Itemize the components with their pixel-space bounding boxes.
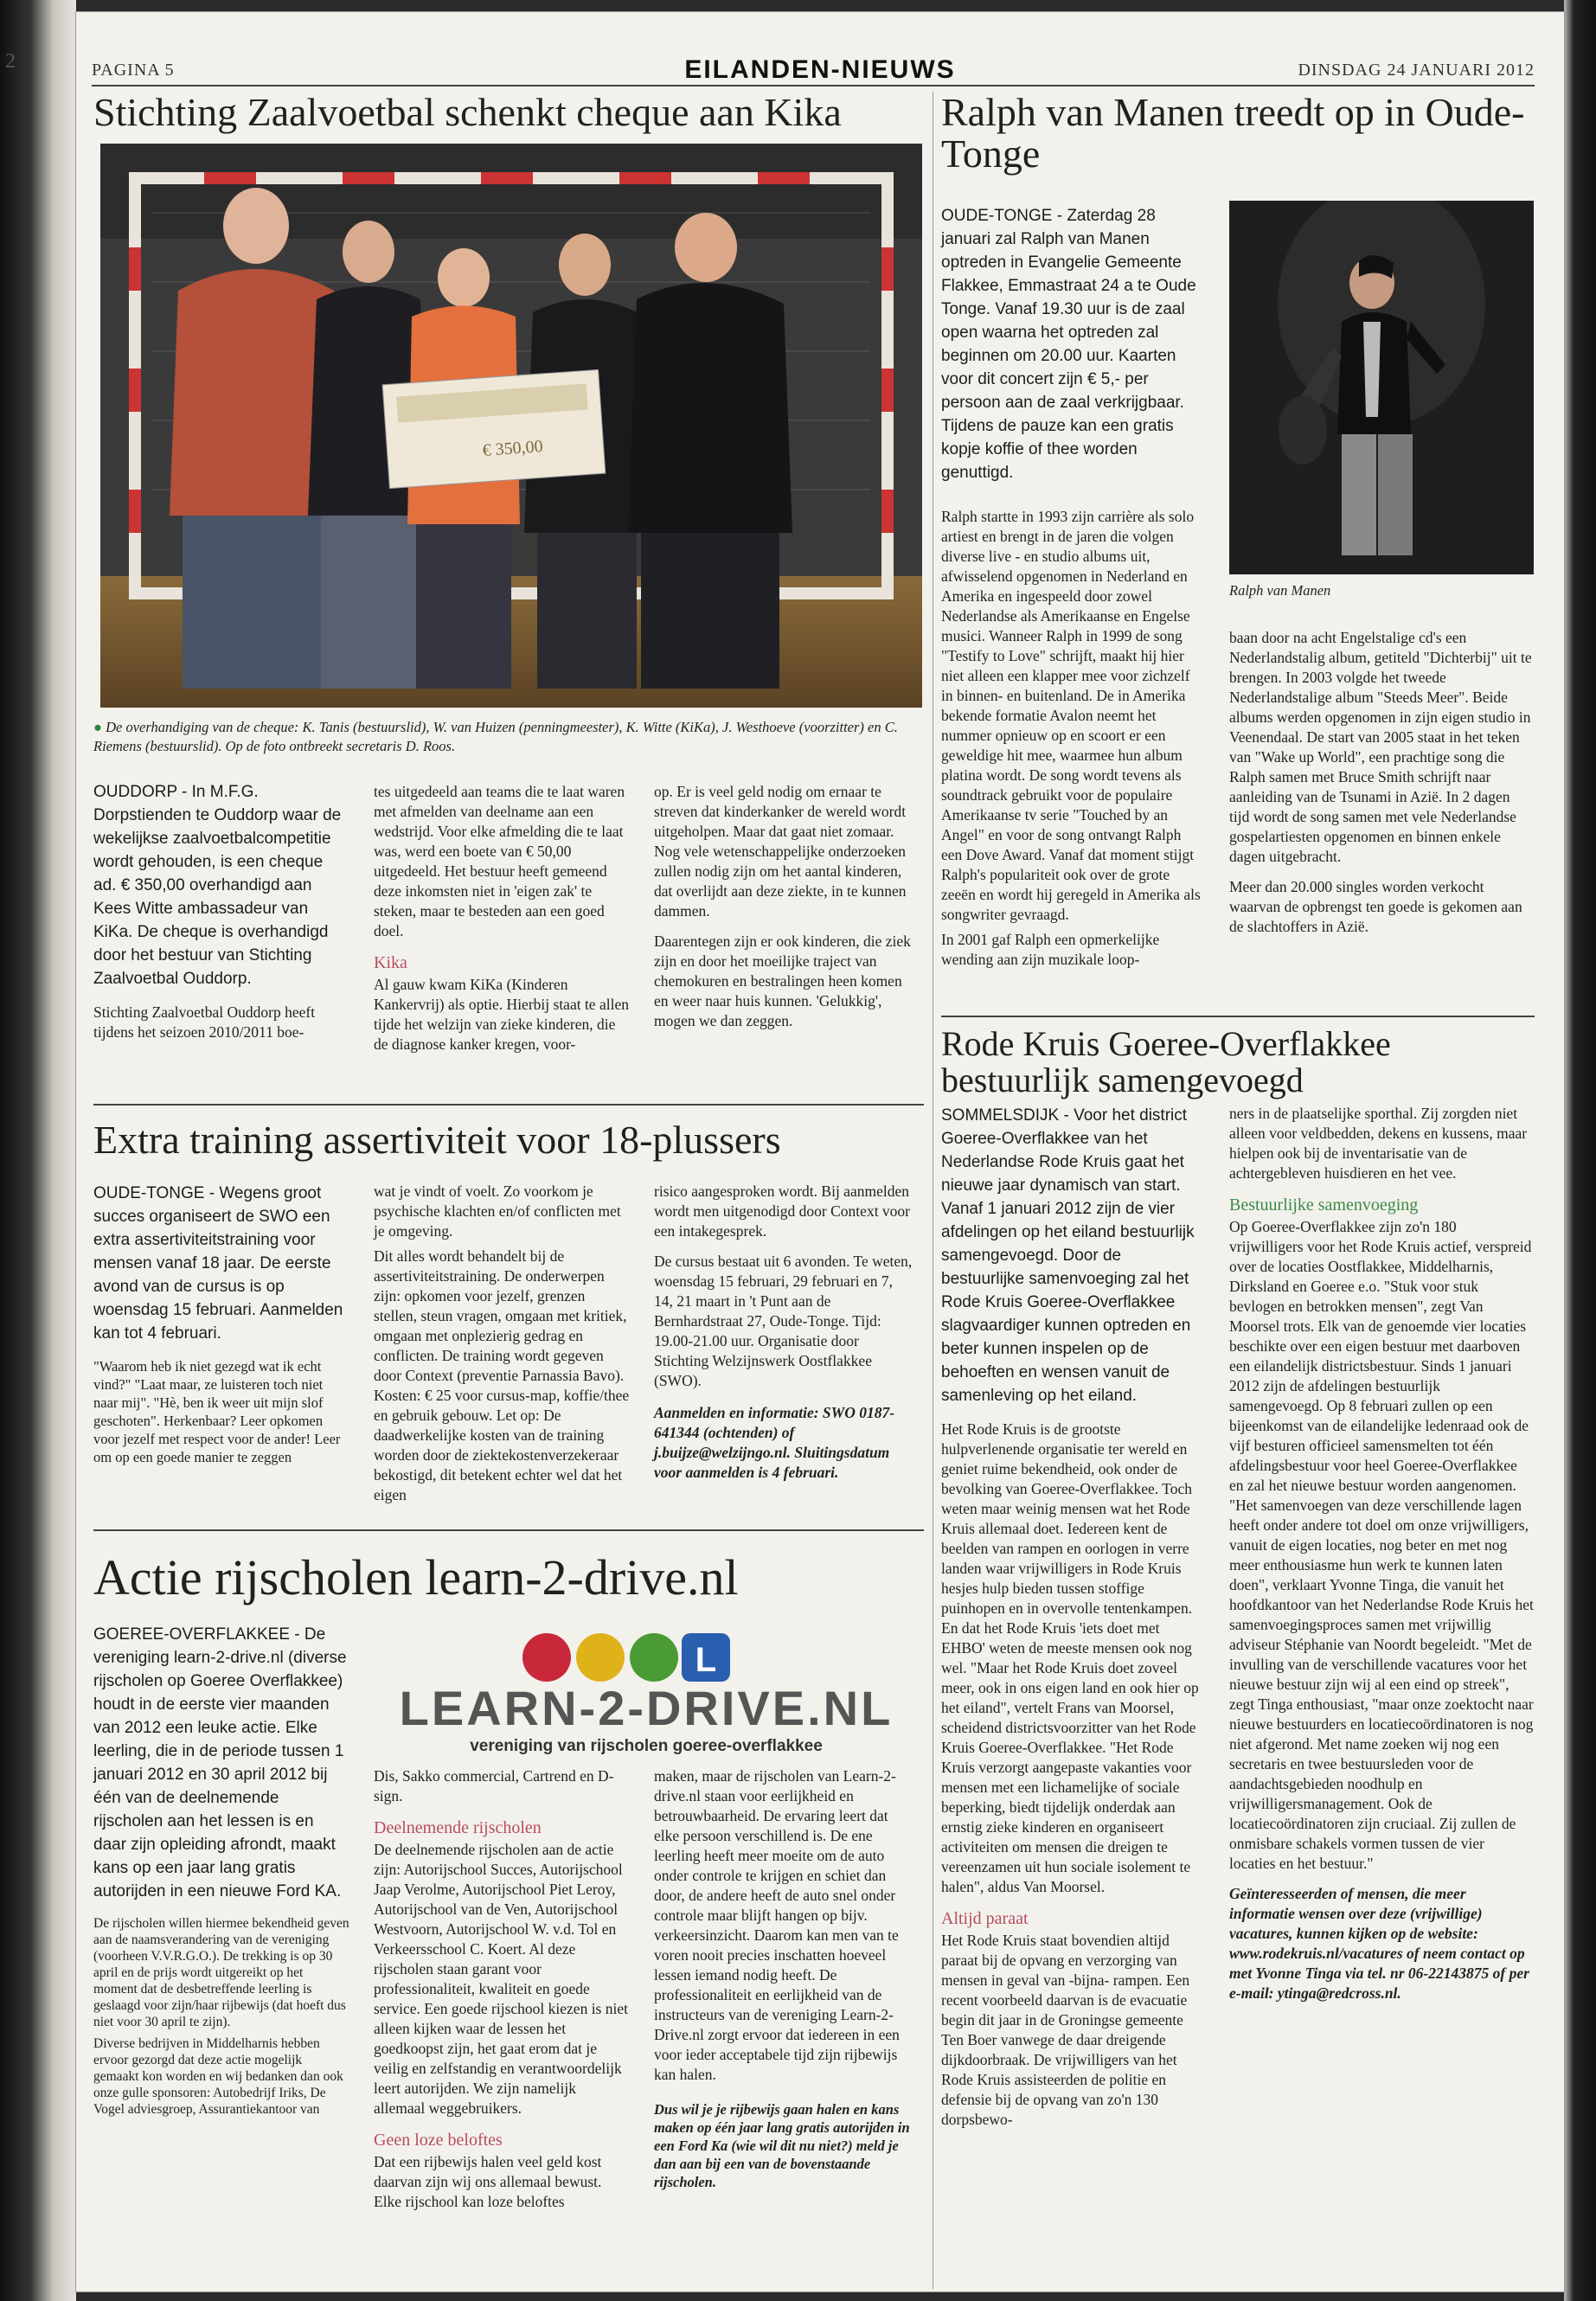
masthead: EILANDEN-NIEUWS [684,55,956,84]
zaalvoetbal-body-2: tes uitgedeeld aan teams die te laat waren met afmelden van deelname aan een wedstrijd. Voor elke afmelding die te laat was, werd een boete van € 50,00 uitgedeeld. Het bestuur heeft gemeend deze inkomsten niet in 'eigen zak' te steken, maar te besteden aan een goed doel. [374,783,625,939]
ralph-body-4: Meer dan 20.000 singles worden verkocht waarvan de opbrengst ten goede is gekomen aan de slachtoffers in Azië. [1229,878,1522,935]
ralph-body-1: Ralph startte in 1993 zijn carrière als solo artiest en brengt in de jaren die volgen diverse live - en studio albums uit, afwisselend opgenomen in Nederland en Amerika en ingespeeld door zowel Nederlandse als Amerikaanse en Engelse musici. Wanneer Ralph in 1999 de song "Testify to Love" schrijft, maakt hij hier niet alleen een klapper mee voor zichzelf in binnen- en buitenland. De in Amerika bekende formatie Avalon neemt het nummer opnieuw op en scoort er een geweldige hit mee, waarmee hun album platina wordt. De song wordt tevens als soundtrack gebruikt voor de populaire Amerikaanse tv serie "Touched by an Angel" en voor de song ontvangt Ralph een Dove Award. Vanaf dat moment stijgt Ralph's populariteit ook over de grote zeeën en wordt hij geregeld in Amerika als songwriter gevraagd. [941,508,1201,923]
rodekruis-body-4: Op Goeree-Overflakkee zijn zo'n 180 vrijwilligers voor het Rode Kruis actief, verspreid over de locaties Oostflakkee, Middelharnis, Dirksland en Goeree e.o. "Stuk voor stuk bevlogen en betrokken mensen", zegt Van Moorsel trots. Elk van de genoemde vier locaties beschikte over een eigen bestuur met daarboven een eilandelijk districtsbestuur. Sinds 1 januari 2012 zijn de afdelingen bestuurlijk samengevoegd. Op 8 februari zullen op een bijeenkomst van de eilandelijke ledenraad ook de vijf besturen officieel samensmelten tot één afdelingsbestuur voor heel Goeree-Overflakkee en zal het nieuwe bestuur worden aangenomen. "Het samenvoegen van deze verschillende lagen heeft onder andere tot doel om onze vrijwilligers, vanuit de eigen locaties, nog beter en met nog meer enthousiasme hun werk te kunnen laten doen", verklaart Yvonne Tinga, die vanuit het hoofdkantoor van het Nederlandse Rode Kruis het samenvoegingsproces samen met vrijwillig adviseur Stéphanie van Noordt begeleidt. "Met de invulling van de verschillende vacatures voor het nieuwe bestuur zijn wij al een eind op streek", zegt Tinga enthousiast, "maar onze zoektocht naar nieuwe bestuurders en locatiecoördinatoren is nog niet afgerond. Met name zoeken wij nog een secretaris en twee bestuursleden voor de aandachtsgebieden noodhulp en vrijwilligersmanagement. Ook de locatiecoördinatoren zijn cruciaal. Zij zullen de onmisbare schakels vormen tussen de vier locaties en het bestuur." [1229,1218,1534,1872]
rijscholen-lead: GOEREE-OVERFLAKKEE - De vereniging learn-2-drive.nl (diverse rijscholen op Goeree Overflakkee) houdt in de eerste vier maanden van 2012 een leuke actie. Elke leerling, die in de periode tussen 1 januari 2012 en 30 april 2012 bij één van de deelnemende rijscholen aan het lessen is en daar zijn opleiding afrondt, maakt kans op een jaar lang gratis autorijden in een nieuwe Ford KA. [93,1625,347,1900]
cheque-amount: € 350,00 [481,437,544,460]
page-spine [0,0,76,2301]
ralph-col-1 [941,507,1201,975]
rodekruis-headline: Rode Kruis Goeree-Overflakkee bestuurlijk samengevoegd [941,1024,1391,1099]
rijscholen-body-4: De deelnemende rijscholen aan de actie zijn: Autorijschool Succes, Autorijschool Jaap Verolme, Autorijschool Piet Leroy, Autorijschool van de Ven, Autorijschool Westvoorn, Autorijschool W. v.d. Tol en Verkeersschool C. Koert. Al deze rijscholen staan garant voor professionaliteit, kwaliteit en goede service. Een goede rijschool kiezen is niet alleen kijken waar de lessen het goedkoopst zijn, het gaat erom dat je veilig en zelfstandig en verantwoordelijk leert autorijden. We zijn namelijk allemaal weggebruikers. [374,1841,628,2117]
training-headline: Extra training assertiviteit voor 18-plussers [93,1118,781,1162]
section-rule-1 [93,1104,924,1106]
ralph-headline: Ralph van Manen treedt op in Oude-Tonge [941,90,1525,176]
rodekruis-col-2 [1229,1104,1534,2009]
training-contact: Aanmelden en informatie: SWO 0187-641344 (ochtenden) of j.buijze@welzijngo.nl. Sluitingsdatum voor aanmelden is 4 februari. [654,1404,895,1481]
header-rule [92,85,1535,87]
rijscholen-col-2 [374,1766,630,2217]
rodekruis-body-1: Het Rode Kruis is de grootste hulpverlenende organisatie ter wereld en geniet ruime bekendheid, ook onder de bevolking van Goeree-Overflakkee. Toch weten maar weinig mensen wat het Rode Kruis allemaal doet. Iedereen kent de beelden van rampen en oorlogen in verre landen waar vrijwilligers in Rode Kruis hesjes hulp bieden tussen stoffige puinhopen en in overvolle tentenkampen. En dat het Rode Kruis 'iets doet met EHBO' weten de meeste mensen ook nog wel. "Maar het Rode Kruis doet zoveel meer, ook in ons eigen land en ook hier op het eiland", vertelt Frans van Moorsel, scheidend districtsvoorzitter van het Rode Kruis Goeree-Overflakkee. "Het Rode Kruis verzorgt aangepaste vakanties voor mensen met een lichamelijke of sociale beperking, biedt tijdelijk onderdak aan ernstig zieke kinderen en organiseert activiteiten om mensen die dreigen te vereenzamen uit hun sociale isolement te halen", aldus Van Moorsel. [941,1420,1199,1895]
training-body-5: De cursus bestaat uit 6 avonden. Te weten, woensdag 15 februari, 29 februari en 7, 14, 21 maart in 't Punt aan de Bernhardstraat 27, Oude-Tonge. Tijd: 19.00-21.00 uur. Organisatie door Stichting Welzijnswerk Oostflakkee (SWO). [654,1253,913,1389]
training-body-3: Dit alles wordt behandelt bij de assertiviteitstraining. De onderwerpen zijn: opkomen voor jezelf, grenzen stellen, steun vragen, omgaan met kritiek, omgaan met onplezierig gedrag en conflicten. De training wordt gegeven door Context (preventie Parnassia Bavo). Kosten: € 25 voor cursus-map, koffie/thee en gebruik gebouw. Let op: De daadwerkelijke kosten van de training worden door de ziektekostenverzekeraar bekostigd, dit betekent echter wel dat het eigen [374,1247,630,1503]
rodekruis-body-2: Het Rode Kruis staat bovendien altijd paraat bij de opvang en verzorging van mensen in geval van -bijna- rampen. Een recent voorbeeld daarvan is de evacuatie begin dit jaar in de Groningse gemeente Ten Boer vanwege de daar dreigende dijkdoorbraak. De vrijwilligers van het Rode Kruis assisteerden de politie en defensie bij de opvang van zo'n 130 dorpsbewo- [941,1932,1190,2128]
section-rule-3 [93,1529,924,1531]
rijscholen-col-3 [654,1766,913,2196]
training-lead: OUDE-TONGE - Wegens groot succes organiseert de SWO een extra assertiviteitstraining voor mensen vanaf 18 jaar. De eerste avond van de cursus is op woensdag 15 februari. Aanmelden kan tot 4 februari. [93,1184,343,1343]
learn2drive-logo [374,1631,919,1761]
logo-tagline: vereniging van rijscholen goeree-overflakkee [470,1737,823,1755]
ralph-col-2 [1229,628,1534,942]
cheque-caption-text: De overhandiging van de cheque: K. Tanis (bestuurslid), W. van Huizen (penningmeester), K. Witte (KiKa), J. Westhoeve (voorzitter) en C. Riemens (bestuurslid). Op de foto ontbreekt secretaris D. Roos. [93,719,898,754]
page-label: PAGINA 5 [92,61,175,80]
training-body-4: risico aangesproken wordt. Bij aanmelden wordt men uitgenodigd door Context voor een intakegesprek. [654,1183,911,1240]
ralph-lead: OUDE-TONGE - Zaterdag 28 januari zal Ralph van Manen optreden in Evangelie Gemeente Flakkee, Emmastraat 24 a te Oude Tonge. Vanaf 19.30 uur is de zaal open waarna het optreden zal beginnen om 20.00 uur. Kaarten voor dit concert zijn € 5,- per persoon aan de zaal verkrijgbaar. Tijdens de pauze kan een gratis kopje koffie of thee worden genuttigd. [941,207,1196,482]
ralph-body-3: baan door na acht Engelstalige cd's een Nederlandstalig album, getiteld "Dichterbij" uit te brengen. In 2003 volgde het tweede Nederlandstalige album "Steeds Meer". Beide albums werden opgenomen in zijn eigen studio in Veenendaal. De start van 2005 staat in het teken van "Wake up World", een prachtige song die Ralph samen met Bruce Smith schrijft naar aanleiding van de Tsunami in Azië. In 2 dagen tijd wordt de song samen met vele Nederlandse gospelartiesten opgenomen en binnen enkele dagen uitgebracht. [1229,629,1532,865]
zaalvoetbal-col-2 [374,782,630,1060]
zaalvoetbal-subhead-kika: Kika [374,953,407,972]
rodekruis-contact: Geïnteresseerden of mensen, die meer informatie wensen over deze (vrijwillige) vacatures, kunnen kijken op de website: www.rodekruis.nl/vacatures of neem contact op met Yvonne Tinga via tel. nr 06-22143875 of per e-mail: ytinga@redcross.nl. [1229,1885,1529,2002]
training-col-3 [654,1182,913,1488]
training-col-2 [374,1182,630,1510]
ralph-photo-caption: Ralph van Manen [1229,582,1331,599]
rijscholen-subhead-deelnemend: Deelnemende rijscholen [374,1818,542,1837]
spine-page-number: 2 [5,50,16,73]
zaalvoetbal-body-4: op. Er is veel geld nodig om ernaar te streven dat kinderkanker de wereld wordt uitgeholpen. Maar dat gaat niet zomaar. Nog vele wetenschappelijke onderzoeken zullen nodig zijn om het aantal kinderen, dat overlijdt aan deze ziekte, in te kunnen dammen. [654,783,907,920]
zaalvoetbal-headline: Stichting Zaalvoetbal schenkt cheque aan Kika [93,90,842,134]
zaalvoetbal-col-3 [654,782,913,1036]
rijscholen-body-1: De rijscholen willen hiermee bekendheid geven aan de naamsverandering van de vereniging (voorheen V.V.R.G.O.). De trekking is op 30 april en de prijs wordt uitgereikt op het moment dat de desbetreffende leerling is geslaagd voor zijn/haar rijbewijs (dat hoeft dus niet voor 30 april te zijn). [93,1916,349,2029]
zaalvoetbal-body-1: Stichting Zaalvoetbal Ouddorp heeft tijdens het seizoen 2010/2011 boe- [93,1003,316,1041]
rijscholen-body-2: Diverse bedrijven in Middelharnis hebben ervoor gezorgd dat deze actie mogelijk gemaakt kon worden en wij bedanken dan ook onze gulle sponsoren: Autobedrijf Iriks, De Vogel adviesgroep, Assurantiekantoor van [93,2036,343,2117]
training-body-1: "Waarom heb ik niet gezegd wat ik echt vind?" "Laat maar, ze luisteren toch niet naar mij". "Hè, ben ik weer uit mijn slof geschoten". Herkenbaar? Leer opkomen voor jezelf met respect voor de ander! Leer om op een goede manier te zeggen [93,1358,341,1465]
logo-wordmark: LEARN-2-DRIVE.NL [399,1681,894,1735]
rijscholen-col-1 [93,1623,349,2123]
section-rule-2 [941,1016,1535,1017]
rijscholen-body-3: Dis, Sakko commercial, Cartrend en D-sign. [374,1767,614,1804]
issue-date: DINSDAG 24 JANUARI 2012 [1298,61,1535,80]
page-right-edge [1564,0,1596,2301]
zaalvoetbal-body-5: Daarentegen zijn er ook kinderen, die ziek zijn en door het moeilijke traject van chemokuren en bestralingen heen komen en weer naar huis kunnen. 'Gelukkig', mogen we dan zeggen. [654,933,911,1029]
cheque-photo [100,144,922,708]
rijscholen-call-to-action: Dus wil je je rijbewijs gaan halen en kans maken op één jaar lang gratis autorijden in een Ford Ka (wie wil dit nu niet?) meld je dan aan bij een van de bovenstaande rijscholen. [654,2101,910,2190]
rijscholen-body-6: maken, maar de rijscholen van Learn-2-drive.nl staan voor eerlijkheid en betrouwbaarheid. De ervaring leert dat elke persoon verschillend is. De ene leerling heeft meer moeite om de auto onder controle te krijgen en schiet dan door, de andere heeft de auto snel onder controle maar blijft hangen op bijv. verkeersinzicht. Daarom kan men van te voren nooit precies inschatten hoeveel lessen iemand nodig heeft. De professionaliteit en eerlijkheid van de instructeurs van de vereniging Learn-2-Drive.nl zorgt ervoor dat iedereen in een voor ieder acceptabele tijd zijn rijbewijs kan halen. [654,1767,900,2083]
zaalvoetbal-col-1 [93,780,349,1048]
logo-letter: L [695,1641,717,1679]
ralph-body-2: In 2001 gaf Ralph een opmerkelijke wending aan zijn muzikale loop- [941,931,1160,968]
rijscholen-subhead-beloftes: Geen loze beloftes [374,2131,503,2150]
rodekruis-subhead-paraat: Altijd paraat [941,1909,1029,1928]
zaalvoetbal-lead: OUDDORP - In M.F.G. Dorpstienden te Ouddorp waar de wekelijkse zaalvoetbalcompetitie wordt gehouden, is een cheque ad. € 350,00 overhandigd aan Kees Witte ambassadeur van KiKa. De cheque is overhandigd door het bestuur van Stichting Zaalvoetbal Ouddorp. [93,783,342,988]
cheque-photo-caption [93,718,924,756]
zaalvoetbal-body-3: Al gauw kwam KiKa (Kinderen Kankervrij) als optie. Hierbij staat te allen tijde het welzijn van zieke kinderen, die de diagnose kanker kregen, voor- [374,976,629,1053]
ralph-photo [1229,201,1534,574]
rodekruis-lead: SOMMELSDIJK - Voor het district Goeree-Overflakkee van het Nederlandse Rode Kruis gaat het nieuwe jaar dynamisch van start. Vanaf 1 januari 2012 zijn de vier afdelingen op het eiland bestuurlijk samengevoegd. Door de bestuurlijke samenvoeging zal het Rode Kruis Goeree-Overflakkee slagvaardiger kunnen optreden en beter kunnen inspelen op de behoeften en wensen vanuit de samenleving op het eiland. [941,1106,1195,1405]
bullet-icon: ● [93,719,106,735]
training-body-2: wat je vindt of voelt. Zo voorkom je psychische klachten en/of conflicten met je omgeving. [374,1183,621,1240]
rodekruis-body-3: ners in de plaatselijke sporthal. Zij zorgden niet alleen voor veldbedden, dekens en kussens, maar hielpen ook bij de inventarisatie van de achtergebleven huisdieren en het vee. [1229,1105,1528,1182]
newspaper-page [76,12,1564,2291]
rodekruis-col-1 [941,1104,1201,2135]
rijscholen-body-5: Dat een rijbewijs halen veel geld kost daarvan zijn wij ons allemaal bewust. Elke rijschool kan loze beloftes [374,2153,602,2210]
rijscholen-headline: Actie rijscholen learn-2-drive.nl [93,1549,739,1606]
rodekruis-subhead-samenvoeging: Bestuurlijke samenvoeging [1229,1195,1419,1215]
training-col-1 [93,1182,349,1471]
